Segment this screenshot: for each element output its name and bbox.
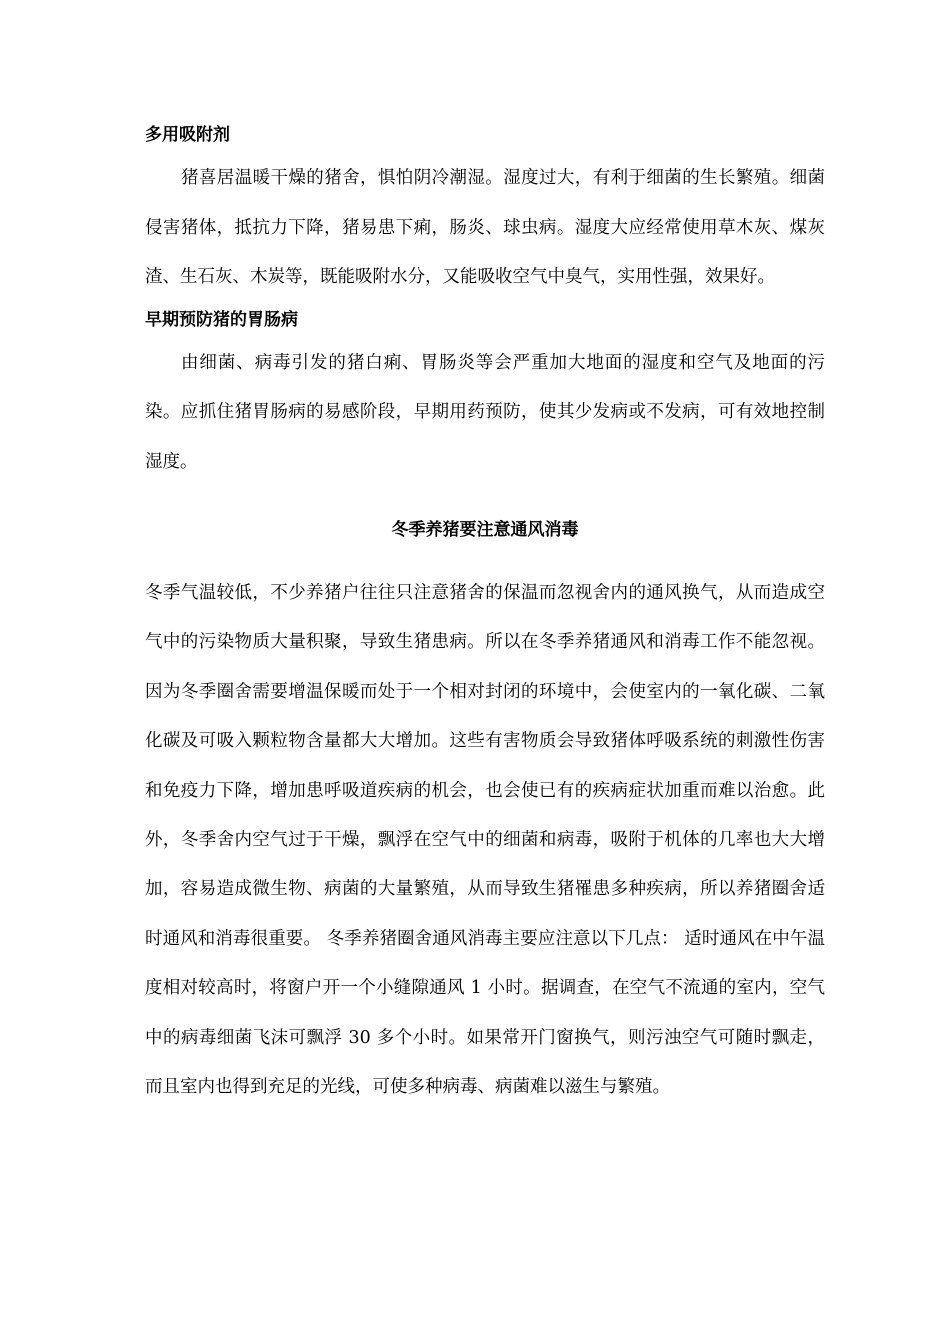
article-title: 冬季养猪要注意通风消毒 xyxy=(391,520,579,540)
section-paragraph-adsorbent: 猪喜居温暖干燥的猪舍，惧怕阴冷潮湿。湿度过大，有利于细菌的生长繁殖。细菌侵害猪体，抵抗力下降，猪易患下痢，肠炎、球虫病。湿度大应经常使用草木灰、煤灰渣、生石灰、木炭等，既能吸附水分，又能吸收空气中臭气，实用性强，效果好。 xyxy=(145,168,825,287)
section-paragraph-gastro-prevention: 由细菌、病毒引发的猪白痢、胃肠炎等会严重加大地面的湿度和空气及地面的污染。应抓住猪胃肠病的易感阶段，早期用药预防，使其少发病或不发病，可有效地控制湿度。 xyxy=(145,352,825,472)
section-heading-gastro-prevention: 早期预防猪的胃肠病 xyxy=(145,309,298,330)
document-content xyxy=(145,118,825,1112)
article-paragraph: 冬季气温较低，不少养猪户往往只注意猪舍的保温而忽视舍内的通风换气，从而造成空气中的污染物质大量积聚，导致生猪患病。所以在冬季养猪通风和消毒工作不能忽视。因为冬季圈舍需要增温保暖而处于一个相对封闭的环境中，会使室内的一氧化碳、二氧化碳及可吸入颗粒物含量都大大增加。这些有害物质会导致猪体呼吸系统的刺激性伤害和免疫力下降，增加患呼吸道疾病的机会，也会使已有的疾病症状加重而难以治愈。此外，冬季舍内空气过于干燥，飘浮在空气中的细菌和病毒，吸附于机体的几率也大大增加，容易造成微生物、病菌的大量繁殖，从而导致生猪罹患多种疾病，所以养猪圈舍适时通风和消毒很重要。 冬季养猪圈舍通风消毒主要应注意以下几点： 适时通风在中午温度相对较高时，将窗户开一个小缝隙通风 1 小时。据调查，在空气不流通的室内，空气中的病毒细菌飞沫可飘浮 30 多个小时。如果常开门窗换气，则污浊空气可随时飘走，而且室内也得到充足的光线，可使多种病毒、病菌难以滋生与繁殖。 xyxy=(145,583,825,1098)
section-heading-adsorbent: 多用吸附剂 xyxy=(145,125,230,145)
